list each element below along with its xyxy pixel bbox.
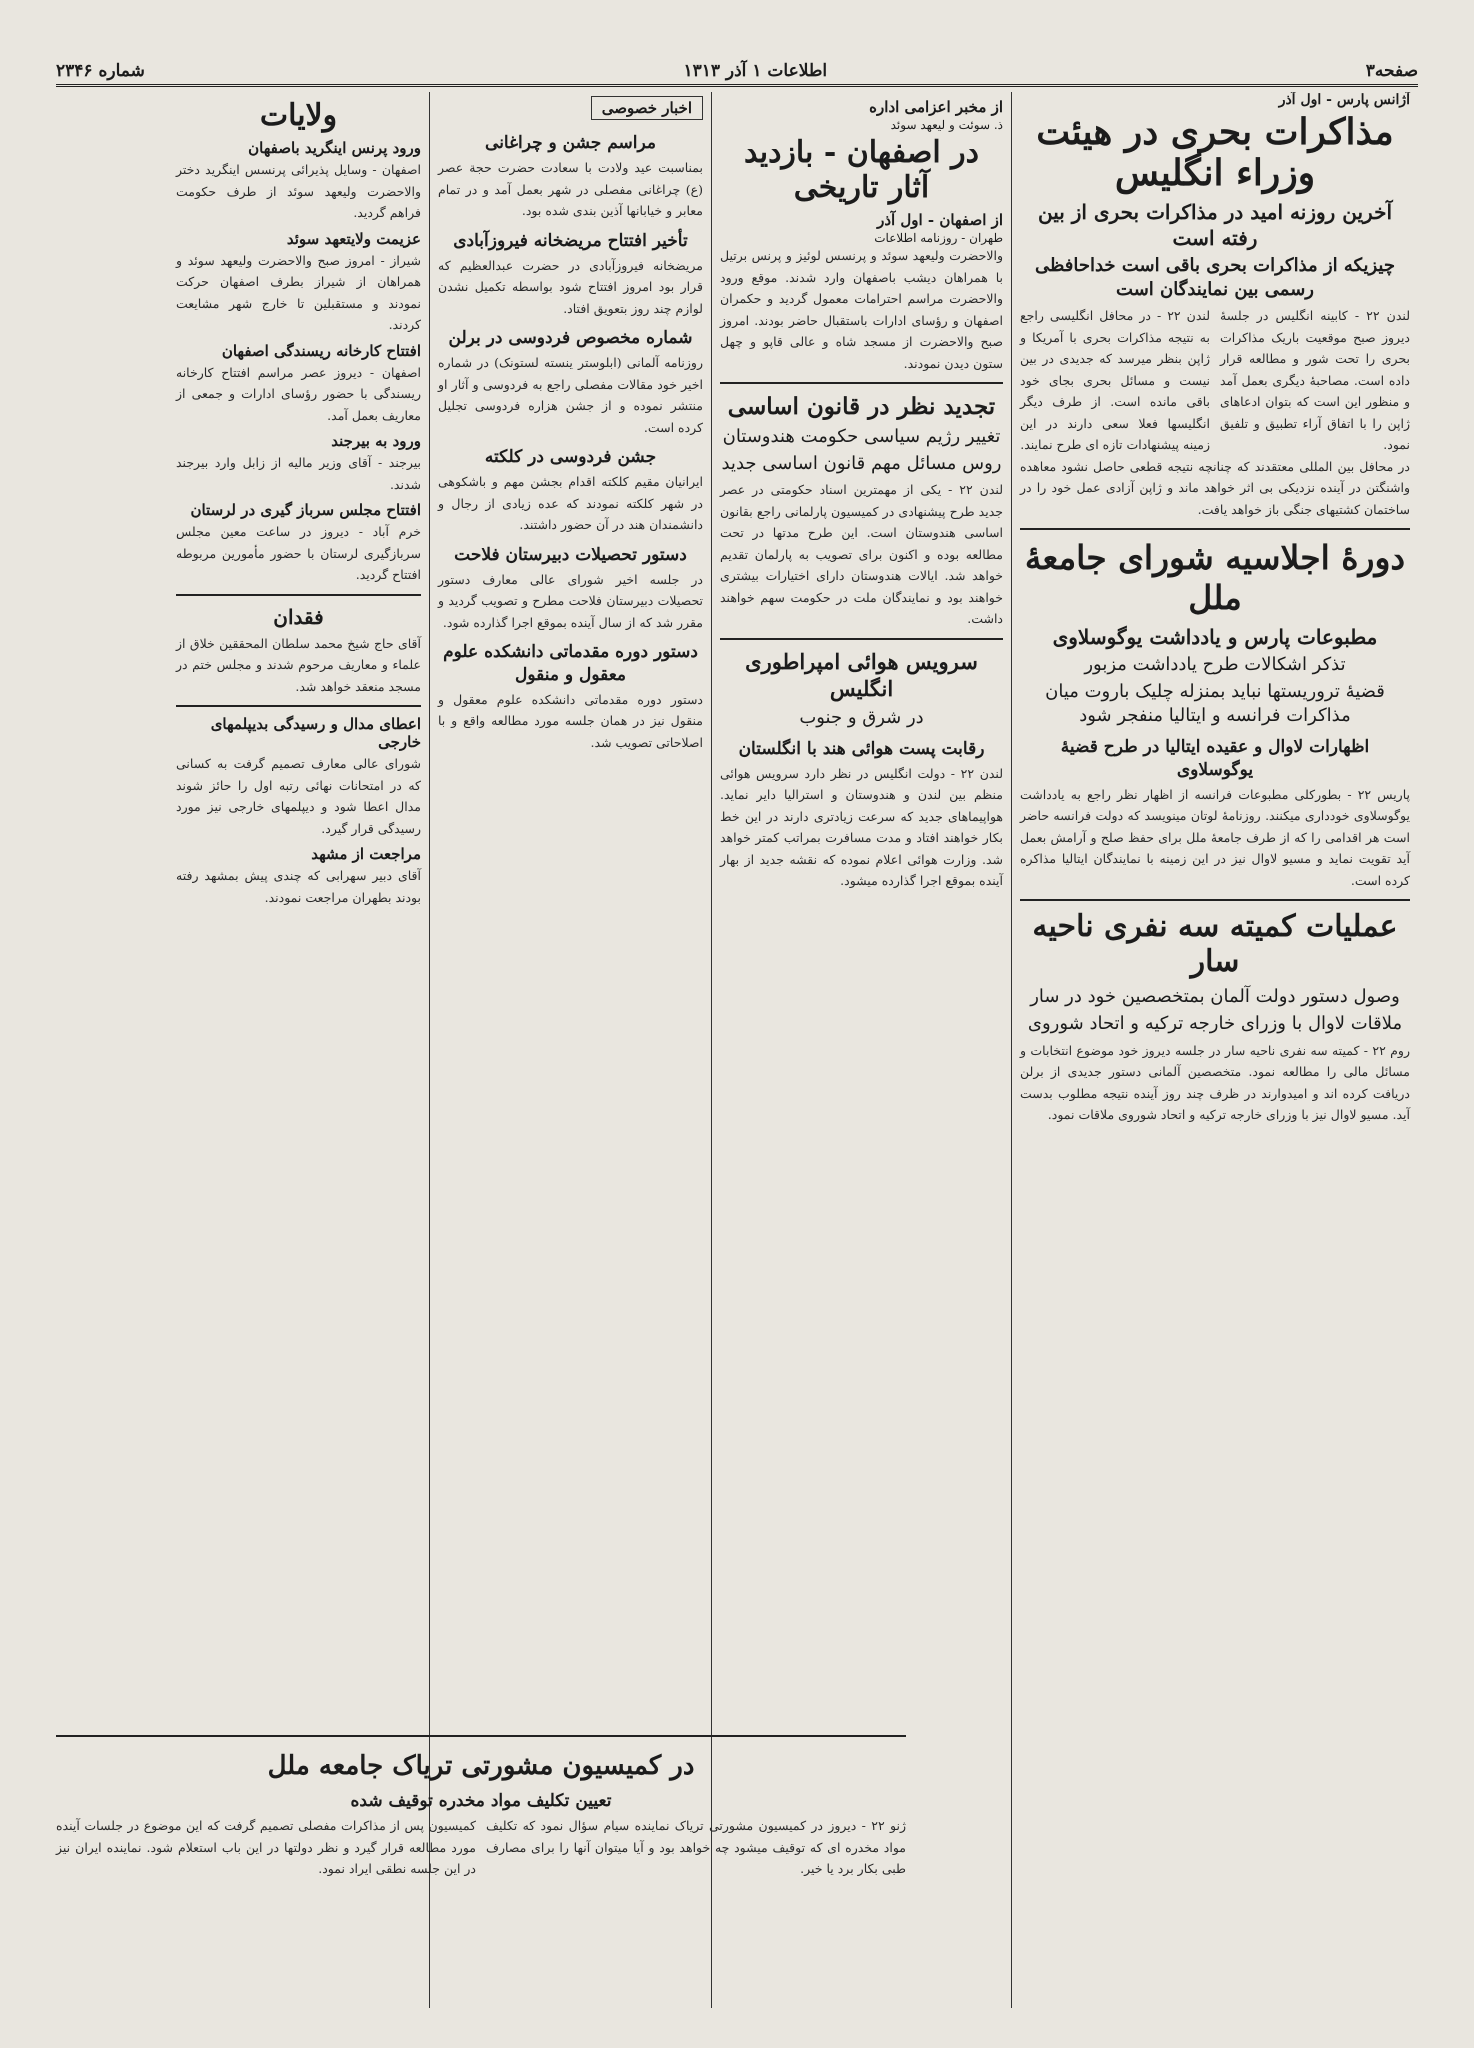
- prov-3-headline: افتتاح کارخانه ریسندگی اصفهان: [221, 341, 421, 360]
- naval-body-c: در محافل بین المللی معتقدند که چنانچه نتیجه قطعی حاصل نشود معاهده واشنگتن در آینده نزدیکی بی اثر خواهد ماند و ژاپن آزادی عمل خود را در ساختمان کشتیهای جنگی باز خواهد یافت.: [1020, 458, 1410, 517]
- column-3: [430, 92, 712, 2008]
- constitution-deck-2: روس مسائل مهم قانون اساسی جدید: [721, 453, 1002, 475]
- prov-4-body: بیرجند - آقای وزیر مالیه از زابل وارد بیرجند شدند.: [176, 455, 421, 492]
- opium-deck: تعیین تکلیف مواد مخدره توقیف شده: [350, 1791, 612, 1812]
- issue-line: اطلاعات ۱ آذر ۱۳۱۳: [683, 61, 828, 81]
- divider: [1020, 899, 1410, 901]
- issue-number: شماره ۲۳۴۶: [56, 61, 145, 81]
- prov-5-headline: افتتاح مجلس سرباز گیری در لرستان: [190, 501, 421, 519]
- agri-school-body: در جلسه اخیر شورای عالی معارف دستور تحصیلات دبیرستان فلاحت مطرح و تصویب گردید و مقرر شد که از سال آینده بموقع اجرا گذارده شود.: [438, 571, 703, 630]
- naval-body-b: لندن ۲۲ - در محافل انگلیسی راجع به نتیجه مذاکرات بحری با آمریکا و ژاپن بنظر میرسد که جدیدی در بین نیست و مسائل بحری بجای خود باقی مانده است. از طرف دیگر انگلیسها فعلا سعی دارند در این زمینه پیشنهادات تازه ای طرح نمایند.: [1020, 308, 1211, 453]
- return-body: آقای دبیر سهرابی که چندی پیش بمشهد رفته بودند بطهران مراجعت نمودند.: [176, 868, 421, 905]
- divider: [176, 705, 421, 707]
- opium-article: [56, 1735, 906, 1880]
- faculty-body: دستور دوره مقدماتی دانشکده علوم معقول و منقول نیز در همان جلسه مورد مطالعه واقع و با اصلاحاتی تصویب شد.: [438, 691, 703, 750]
- naval-body-columns: [1020, 305, 1410, 456]
- divider: [176, 594, 421, 596]
- isfahan-headline: در اصفهان - بازدید آثار تاریخی: [743, 135, 980, 205]
- naval-body-a: لندن ۲۲ - کابینه انگلیس در جلسهٔ دیروز صبح موقعیت باریک مذاکرات بحری را تحت شور و مطالعه قرار داده است. مصاحبهٔ دیگری بعمل آمد و منظور این است که بتوان ادعاهای ژاپن را با اتفاق آراء تطبیق و تلفیق نمود.: [1220, 308, 1410, 453]
- medal-headline: اعطای مدال و رسیدگی بدیپلمهای خارجی: [210, 715, 421, 751]
- league-headline: دورهٔ اجلاسیه شورای جامعهٔ ملل: [1024, 538, 1406, 617]
- isfahan-byline-2: طهران - روزنامه اطلاعات: [874, 231, 1003, 245]
- celebration-headline: مراسم جشن و چراغانی: [485, 133, 656, 153]
- divider: [720, 382, 1003, 384]
- obituary-body: آقای حاج شیخ محمد سلطان المحققین خلاق از علماء و معاریف مرحوم شدند و مجلس ختم در مسجد منعقد خواهد شد.: [176, 635, 421, 694]
- air-service-body: لندن ۲۲ - دولت انگلیس در نظر دارد سرویس هوائی منظم بین لندن و هندوستان و استرالیا دایر نماید. هواپیماهای جدید که سرعت زیادتری دارند در این خط بکار خواهند افتاد و مدت مسافرت بمراتب کمتر خواهد شد. وزارت هوائی اعلام نموده که نقشه جدید از بهار آینده بموقع اجرا گذارده میشود.: [720, 765, 1004, 889]
- league-deck-3: قضیهٔ تروریستها نباید بمنزله چلیک باروت میان مذاکرات فرانسه و ایتالیا منفجر شود: [1045, 680, 1385, 727]
- column-2: [712, 92, 1012, 2008]
- obituary-headline: فقدان: [273, 604, 324, 629]
- columns: [56, 92, 1418, 2008]
- prov-1-headline: ورود پرنس اینگرید باصفهان: [248, 139, 421, 157]
- masthead: [56, 58, 1418, 87]
- opium-body-b: کمیسیون پس از مذاکرات مفصلی تصمیم گرفت که این موضوع در جلسات آینده مورد مطالعه قرار گیرد و نظر دولتها در این باب استعلام شود. نماینده ایران نیز در این جلسه نطقی ایراد نمود.: [56, 1818, 476, 1877]
- prov-4-headline: ورود به بیرجند: [331, 432, 421, 450]
- special-news-label: اخبار خصوصی: [591, 96, 703, 120]
- league-subhead: اظهارات لاوال و عقیده ایتالیا در طرح قضیهٔ یوگوسلاوی: [1060, 737, 1370, 780]
- opium-headline: در کمیسیون مشورتی تریاک جامعه ملل: [267, 1751, 695, 1781]
- air-service-subhead: رقابت پست هوائی هند با انگلستان: [738, 738, 985, 759]
- naval-headline: مذاکرات بحری در هیئت وزراء انگلیس: [1036, 111, 1394, 195]
- faculty-headline: دستور دوره مقدماتی دانشکده علوم معقول و منقول: [443, 642, 698, 685]
- constitution-headline: تجدید نظر در قانون اساسی: [727, 393, 996, 420]
- return-headline: مراجعت از مشهد: [311, 845, 421, 863]
- saar-body: روم ۲۲ - کمیته سه نفری ناحیه سار در جلسه دیروز خود موضوع انتخابات و مسائل مالی را مطالعه نمود. متخصصین آلمانی دستور جدیدی از برلن دریافت کرده اند و امیدوارند در ظرف چند روز آینده نتیجه مطلوب بدست آید. مسیو لاوال نیز با وزرای خارجه ترکیه و اتحاد شوروی ملاقات نمود.: [1020, 1042, 1410, 1123]
- ferdowsi-calcutta-body: ایرانیان مقیم کلکته اقدام بجشن مهم و باشکوهی در شهر کلکته نمودند که عده زیادی از رجال و دانشمندان هند در آن حضور داشتند.: [438, 474, 703, 533]
- league-body: پاریس ۲۲ - بطورکلی مطبوعات فرانسه از اظهار نظر راجع به یادداشت یوگوسلاوی خودداری میکنند. روزنامهٔ لوتان مینویسد که دولت فرانسه حاضر است هر اقدامی را که از طرف جامعهٔ ملل برای حفظ صلح و آرامش بعمل آید تقویت نماید و مسیو لاوال نیز در این زمینه با نمایندگان ایتالیا مذاکره کرده است.: [1020, 786, 1410, 888]
- divider: [720, 638, 1003, 640]
- prov-2-headline: عزیمت ولایتعهد سوئد: [286, 229, 421, 248]
- agri-school-headline: دستور تحصیلات دبیرستان فلاحت: [454, 544, 687, 565]
- provinces-headline: ولایات: [259, 98, 338, 133]
- constitution-deck: تغییر رژیم سیاسی حکومت هندوستان: [722, 425, 1001, 447]
- column-4: [168, 92, 430, 2008]
- prov-1-body: اصفهان - وسایل پذیرائی پرنسس اینگرید دختر والاحضرت ولیعهد سوئد از طرف حکومت فراهم گردید.: [176, 162, 421, 220]
- isfahan-note: از مخبر اعزامی اداره: [869, 98, 1003, 116]
- isfahan-body: والاحضرت ولیعهد سوئد و پرنسس لوئیز و پرنس برتیل با همراهان دیشب باصفهان وارد شدند. موقع ورود والاحضرت مراسم احترامات معمول گردید و حکمران اصفهان و رؤسای ادارات باستقبال حاضر بودند. امروز صبح والاحضرت از مسجد شاه و عالی قاپو و چهل ستون دیدن نمودند.: [720, 248, 1003, 371]
- prov-2-body: شیراز - امروز صبح والاحضرت ولیعهد سوئد و همراهان از شیراز بطرف اصفهان حرکت نمودند و مستقبلین تا خارج شهر مشایعت کردند.: [176, 252, 421, 332]
- medal-body: شورای عالی معارف تصمیم گرفت به کسانی که در امتحانات نهائی رتبه اول را حائز شوند مدال اعطا شود و دیپلمهای خارجی نیز مورد رسیدگی قرار گیرد.: [176, 756, 421, 836]
- constitution-body: لندن ۲۲ - یکی از مهمترین اسناد حکومتی در عصر جدید طرح پیشنهادی در کمیسیون پارلمانی راجع بقانون اساسی هندوستان است. این طرح مدتها در تحت مطالعه بوده و اکنون برای تصویب به پارلمان تقدیم خواهد شد. ایالات هندوستان دارای اختیارات بیشتری خواهند بود و نمایندگان ملت در حکومت سهم خواهند داشت.: [720, 482, 1003, 627]
- divider: [1020, 528, 1410, 530]
- saar-deck-1: وصول دستور دولت آلمان بمتخصصین خود در سار: [1030, 986, 1400, 1008]
- col1-byline: آژانس پارس - اول آذر: [1278, 92, 1410, 108]
- celebration-body: بمناسبت عید ولادت با سعادت حضرت حجة عصر (ع) چراغانی مفصلی در شهر بعمل آمد و در تمام معابر و خیابانها آذین بندی شده بود.: [438, 160, 703, 219]
- ferdowsi-calcutta-headline: جشن فردوسی در کلکته: [484, 447, 657, 468]
- air-service-headline: سرویس هوائی امپراطوری انگلیس: [745, 648, 978, 702]
- prov-3-body: اصفهان - دیروز عصر مراسم افتتاح کارخانه ریسندگی با حضور رؤسای ادارات و جمعی از معاریف بعمل آمد.: [176, 364, 421, 423]
- page-number: صفحه۳: [1365, 61, 1418, 81]
- hospital-headline: تأخیر افتتاح مریضخانه فیروزآبادی: [453, 230, 688, 251]
- prov-5-body: خرم آباد - دیروز در ساعت معین مجلس سربازگیری لرستان با حضور مأمورین مربوطه افتتاح گردید.: [176, 524, 421, 582]
- saar-deck-2: ملاقات لاوال با وزرای خارجه ترکیه و اتحاد شوروی: [1027, 1013, 1403, 1035]
- opium-body-a: ژنو ۲۲ - دیروز در کمیسیون مشورتی تریاک نماینده سیام سؤال نمود که تکلیف مواد مخدره ای که توقیف میشود چه خواهد بود و آیا میتوان آنها را برای مصارف طبی بکار برد یا خیر.: [486, 1818, 906, 1877]
- column-1: [1012, 92, 1418, 2008]
- league-deck-2: تذکر اشکالات طرح یادداشت مزبور: [1084, 653, 1346, 675]
- ferdowsi-berlin-headline: شماره مخصوص فردوسی در برلن: [448, 328, 693, 349]
- opium-body-columns: [56, 1815, 906, 1880]
- isfahan-byline: از اصفهان - اول آذر: [877, 211, 1003, 229]
- naval-deck-1: آخرین روزنه امید در مذاکرات بحری از بین رفته است: [1037, 199, 1393, 250]
- ferdowsi-berlin-body: روزنامه آلمانی (ابلوستر ینسته لستونک) در شماره اخیر خود مقالات مفصلی راجع به فردوسی و آثار او منتشر نموده و از جشن هزاره فردوسی تجلیل کرده است.: [438, 355, 703, 435]
- air-service-deck: در شرق و جنوب: [799, 706, 924, 728]
- isfahan-note-2: ذ. سوئت و لیعهد سوئد: [890, 118, 1003, 132]
- league-deck-1: مطبوعات پارس و یادداشت یوگوسلاوی: [1052, 624, 1378, 649]
- naval-deck-2: چیزیکه از مذاکرات بحری باقی است خداحافظی رسمی بین نمایندگان است: [1035, 254, 1395, 301]
- saar-headline: عملیات کمیته سه نفری ناحیه سار: [1032, 909, 1398, 980]
- hospital-body: مریضخانه فیروزآبادی در حضرت عبدالعظیم که قرار بود امروز افتتاح شود بواسطه تکمیل نشدن لوازم چند روز بتعویق افتاد.: [438, 257, 703, 316]
